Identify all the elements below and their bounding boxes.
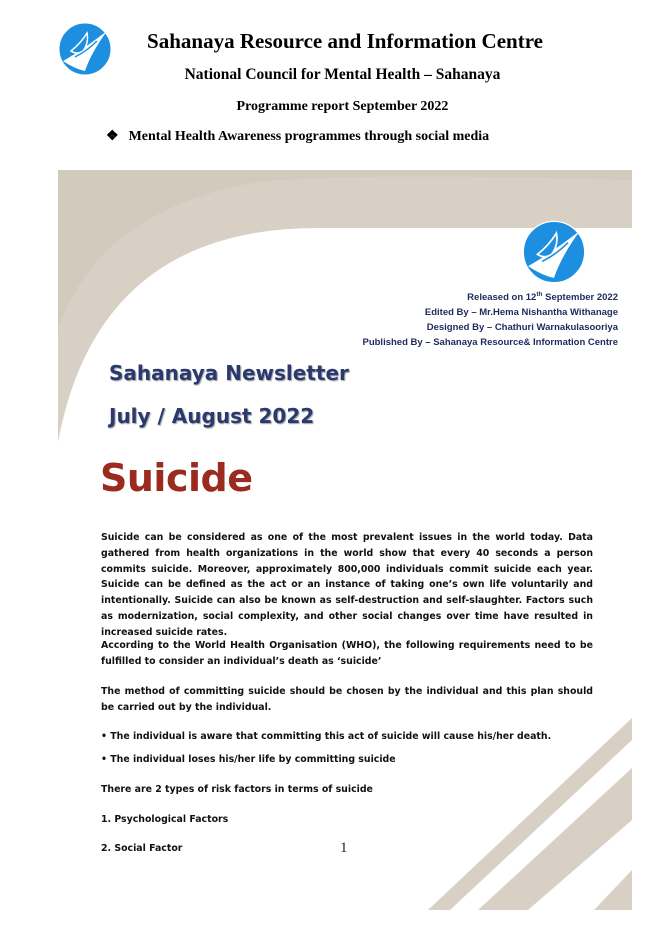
published-by: Published By – Sahanaya Resource& Information Centre: [362, 337, 618, 348]
page-number: 1: [340, 840, 348, 856]
list-item: • The individual loses his/her life by committing suicide: [101, 754, 396, 765]
organisation-subtitle: National Council for Mental Health – Sahanaya: [184, 66, 501, 83]
designed-by: Designed By – Chathuri Warnakulasooriya: [426, 322, 618, 333]
section-bullet-text: Mental Health Awareness programmes through social media: [128, 129, 490, 144]
edited-by: Edited By – Mr.Hema Nishantha Withanage: [424, 307, 618, 318]
newsletter-issue: July / August 2022: [109, 404, 315, 428]
article-paragraph: The method of committing suicide should be chosen by the individual and this plan should be carried out by the individual.: [101, 686, 593, 713]
risk-intro: There are 2 types of risk factors in terms of suicide: [101, 784, 373, 795]
article-heading: Suicide: [100, 456, 253, 500]
list-item: 1. Psychological Factors: [101, 814, 229, 825]
list-item: • The individual is aware that committing this act of suicide will cause his/her death.: [101, 731, 552, 742]
report-title: Programme report September 2022: [236, 99, 449, 114]
newsletter-name: Sahanaya Newsletter: [109, 361, 349, 385]
article-paragraph: According to the World Health Organisation (WHO), the following requirements need to be fulfilled to consider an individual’s death as ‘suicide’: [101, 640, 593, 667]
section-bullet: [106, 128, 489, 145]
release-date: Released on 12th September 2022: [467, 291, 618, 304]
article-paragraph: Suicide can be considered as one of the most prevalent issues in the world today. Data gathered from health organizations in the world show that every 40 seconds a person commits suicide. Moreover, approximately 800,000 individuals commit suicide each year. Suicide can be defined as the act or an instance of taking one’s own life voluntarily and intentionally. Suicide can also be known as self-destruction and self-slaughter. Factors such as modernization, social complexity, and other social changes over time have resulted in increased suicide rates.: [101, 532, 593, 638]
page-title: Sahanaya Resource and Information Centre: [147, 29, 543, 53]
list-item: 2. Social Factor: [101, 843, 183, 854]
diamond-bullet-icon: ❖: [106, 129, 119, 144]
dove-logo-icon: [521, 219, 587, 285]
